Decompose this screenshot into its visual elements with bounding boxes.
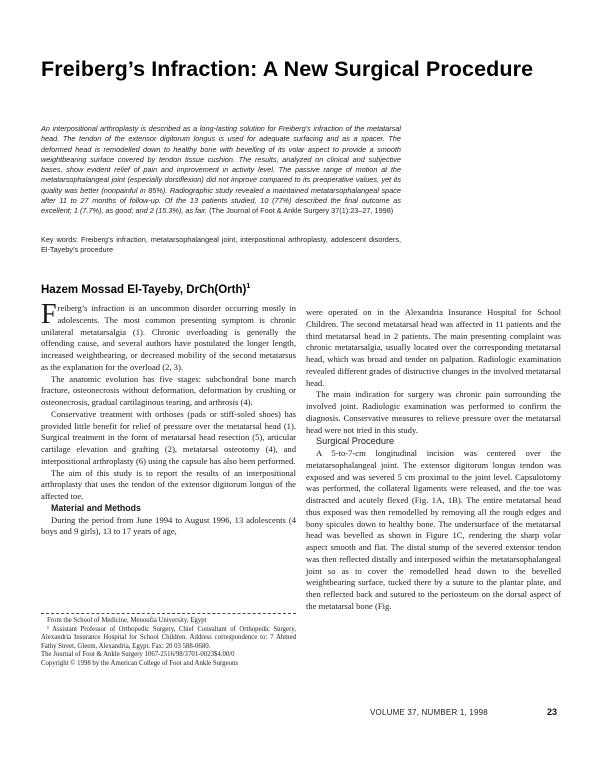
paragraph-anatomic-evolution: The anatomic evolution has five stages: subchondral bone march fracture, osteonecrosis without deformation, deformation by crushing or osteonecrosis, gradual cartilaginous tearing, and arthrosis (4). [41, 373, 296, 407]
intro-paragraph [41, 299, 296, 374]
abstract-citation: (The Journal of Foot & Ankle Surgery 37(1):23–27, 1998) [209, 206, 394, 216]
paragraph-patients: were operated on in the Alexandria Insurance Hospital for School Children. The second metatarsal head was affected in 11 patients and the third metatarsal head in 2 patients. The main presenting complaint was chronic metatarsalgia, usually located over the corresponding metatarsal head, which was broad and tender on palpation. Radiologic examination revealed different grades of distructive changes in the involved metatarsal head. [306, 307, 561, 388]
article-title: Freiberg’s Infraction: A New Surgical Procedure [41, 57, 534, 81]
author-name: Hazem Mossad El-Tayeby, DrCh(Orth) [41, 283, 247, 296]
drop-cap: F [41, 299, 57, 330]
keywords: Key words: Freiberg’s infraction, metatarsophalangeal joint, interpositional arthroplasty, adolescent disorders, El-Tayeby’s procedure [41, 235, 401, 255]
paragraph-indication: The main indication for surgery was chronic pain surrounding the involved joint. Radiologic examination was performed to confirm the diagnosis. Conservative measures to relieve pressure over the metatarsal head were not tried in this study. [306, 389, 561, 435]
footnote-copyright: Copyright © 1998 by the American College of Foot and Ankle Surgeons [41, 659, 239, 667]
footnote-affiliation: From the School of Medicine, Menoufia University, Egypt [47, 617, 207, 624]
footnote-author-note: ¹ Assistant Professor of Orthopedic Surgery, Chief Consultant of Orthopedic Surgery, Alexandria Insurance Hospital for School Children. Address correspondence to: 7 Ahmed Fathy Street, Gleem, Alexandria, Egypt. Fax: 20 03 588-0680. [41, 625, 296, 650]
heading-surgical-procedure: Surgical Procedure [316, 436, 395, 447]
author-line [41, 280, 401, 297]
paragraph-study-aim: The aim of this study is to report the results of an interpositional arthroplasty that uses the tendon of the extensor digitorum longus of the affected toe. [41, 467, 296, 501]
heading-material-methods: Material and Methods [51, 502, 141, 513]
intro-text: reiberg’s infraction is an uncommon disorder occurring mostly in adolescents. The most common presenting symptom is chronic unilateral metatarsalgia (1). Chronic overloading is generally the offending cause, and several authors have postulated the longer length, increased weightbearing, or decreased mobility of the second metatarsus as the explanation for the overload (2, 3). [41, 303, 296, 372]
left-column [41, 299, 296, 538]
paragraph-surgical-procedure: A 5-to-7-cm longitudinal incision was centered over the metatarsophalangeal joint. The extensor digitorum longus tendon was exposed and was severed 5 cm proximal to the joint level. Capsulotomy was performed, the collateral ligaments were released, and the toe was distracted and acutely flexed (Fig. 1A, 1B). The entire metatarsal head thus exposed was then remodelled by removing all the rough edges and bony spicules down to healthy bone. The undersurface of the metatarsal head was bevelled as shown in Figure 1C, rendering the sharp volar aspect smooth and flat. The distal stump of the severed extensor tendon was then reflected distally and interposed within the metatarsophalangeal joint so as to cover the remodelled head down to the bevelled weightbearing surface, tucked there by a suture to the plantar plate, and then reflected back and sutured to the periosteum on the dorsal aspect of the metatarsal bone (Fig. [306, 448, 561, 611]
footnotes [41, 617, 296, 669]
paragraph-conservative-treatment: Conservative treatment with orthoses (pads or stiff-soled shoes) has provided little benefit for relief of pressure over the metatarsal head (1). Surgical treatment in the form of metatarsal head resection (5), articular cartilage elevation and grafting (2), metatarsal osteotomy (4), and interpositional arthroplasty (6) using the capsule has also been performed. [41, 408, 296, 466]
abstract [41, 124, 401, 217]
running-footer: VOLUME 37, NUMBER 1, 1998 [370, 708, 488, 717]
paragraph-methods: During the period from June 1994 to August 1996, 13 adolescents (4 boys and 9 girls), 13 to 17 years of age, [41, 514, 296, 537]
page-number: 23 [547, 707, 558, 717]
footnote-divider [41, 613, 296, 614]
right-column [306, 307, 561, 613]
author-footnote-marker: 1 [246, 283, 251, 290]
footnote-journal-line: The Journal of Foot & Ankle Surgery 1067-2516/98/3701-0023$4.00/0 [41, 651, 235, 659]
abstract-text: An interpositional arthroplasty is described as a long-lasting solution for Freiberg’s infraction of the metatarsal head. The tendon of the extensor digitorum longus is used for adequate surfacing and as a spacer. The deformed head is remodelled down to healthy bone with bevelling of its volar aspect to provide a smooth weightbearing surface covered by tendon tissue cushion. The results, analyzed on clinical and subjective bases, show evident relief of pain and improvement in activity level. The passive range of motion at the metatarsophalangeal joint (especially dorsiflexion) did not improve compared to its preoperative values, yet its quality was better (nonpainful in 85%). Radiographic study revealed a maintained metatarsophalangeal space after 11 to 27 months of follow-up. Of the 13 patients studied, 10 (77%) described the final outcome as excellent; 1 (7.7%), as good; and 2 (15.3%), as fair. [41, 124, 401, 216]
